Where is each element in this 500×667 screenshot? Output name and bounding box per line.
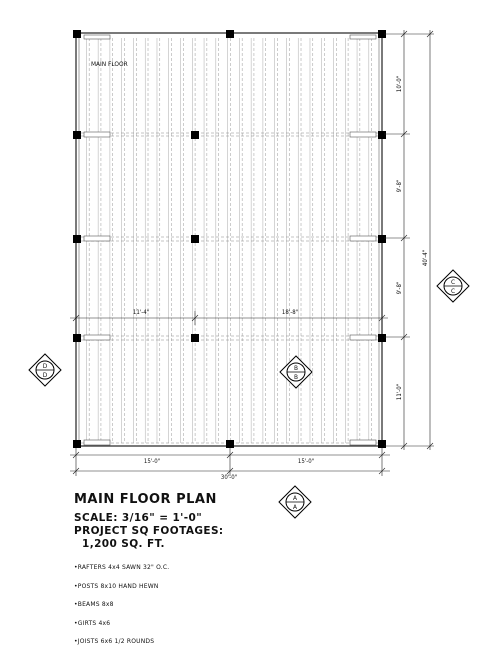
footage-label: PROJECT SQ FOOTAGES:: [74, 525, 224, 537]
section-marker-c-bottom: C: [450, 287, 456, 295]
post: [191, 131, 199, 139]
section-marker-c-top: C: [450, 278, 456, 286]
dimension-overall-width: 30'-0": [220, 474, 238, 481]
dimension-interior-left: 11'-4": [132, 309, 150, 316]
dimension-bottom-right: 15'-0": [297, 458, 315, 465]
post: [73, 235, 81, 243]
post: [73, 30, 81, 38]
beam-end-blocks: [84, 35, 376, 445]
section-marker-a-bottom: A: [293, 503, 297, 511]
title-block: [74, 492, 354, 551]
dimension-right-3: 9'-8": [396, 281, 403, 295]
post: [378, 334, 386, 342]
note-item: • GIRTS 4x6: [74, 620, 334, 639]
dimension-bottom-left: 15'-0": [143, 458, 161, 465]
section-marker-d: [29, 354, 61, 386]
section-marker-d-bottom: D: [42, 371, 48, 379]
scale-label: SCALE: 3/16" = 1'-0": [74, 512, 203, 524]
post: [73, 440, 81, 448]
post: [73, 334, 81, 342]
bottom-dimensions: [70, 448, 390, 476]
note-item: • BEAMS 8x8: [74, 601, 334, 620]
plan-title: MAIN FLOOR PLAN: [74, 492, 217, 507]
note-item: • JOISTS 6x6 1/2 ROUNDS: [74, 638, 334, 657]
dimension-interior-right: 18'-8": [281, 309, 299, 316]
post: [226, 30, 234, 38]
right-dimensions: [384, 30, 434, 450]
footage-value: 1,200 SQ. FT.: [82, 538, 165, 550]
post: [226, 440, 234, 448]
dimension-right-1: 10'-0": [396, 75, 403, 93]
note-item: • RAFTERS 4x4 SAWN 32" O.C.: [74, 564, 334, 583]
interior-dimensions: [70, 311, 388, 325]
post: [378, 440, 386, 448]
section-marker-b: [280, 356, 312, 388]
section-marker-b-bottom: B: [293, 373, 299, 381]
posts: [73, 30, 386, 448]
note-item: • POSTS 8x10 HAND HEWN: [74, 583, 334, 602]
dimension-overall-height: 40'-4": [422, 249, 429, 267]
section-marker-a-top: A: [293, 494, 297, 502]
post: [378, 235, 386, 243]
section-marker-b-top: B: [293, 364, 299, 372]
section-marker-c: [437, 270, 469, 302]
dimension-right-4: 11'-0": [396, 383, 403, 401]
post: [73, 131, 81, 139]
post: [191, 235, 199, 243]
post: [378, 131, 386, 139]
floor-label: MAIN FLOOR: [91, 60, 128, 68]
framing-notes: [74, 564, 334, 657]
joist-lines: [86, 38, 371, 443]
post: [191, 334, 199, 342]
dimension-right-2: 9'-8": [396, 179, 403, 193]
section-marker-d-top: D: [42, 362, 48, 370]
